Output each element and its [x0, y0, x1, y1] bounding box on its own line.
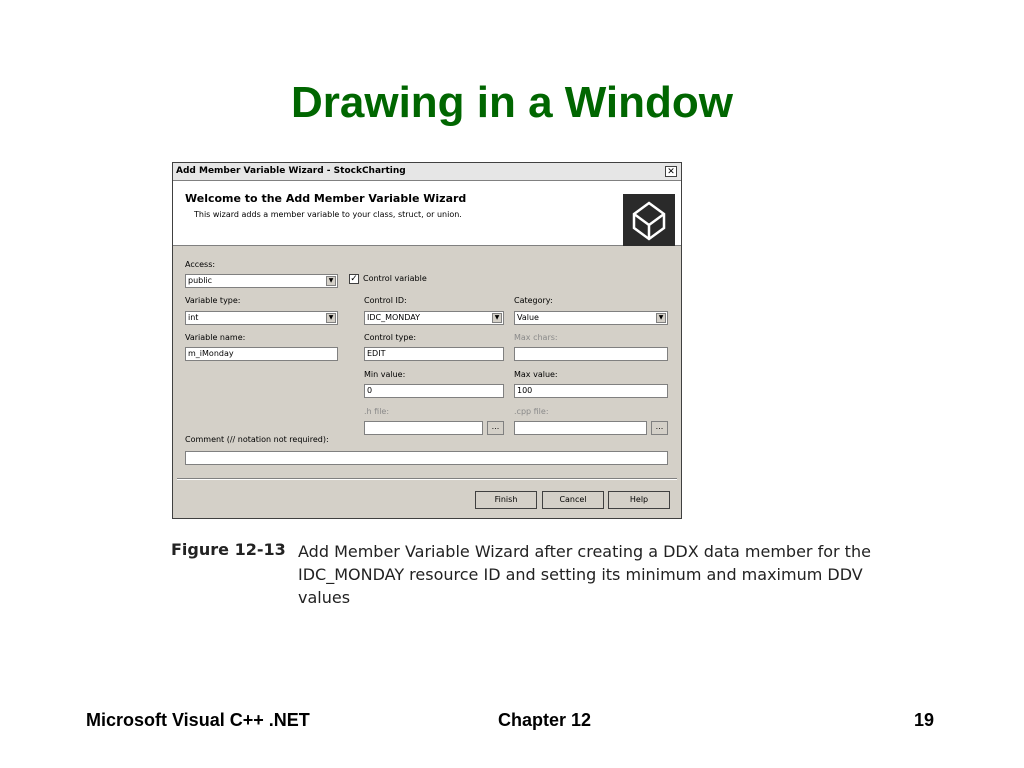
max-chars-label: Max chars: [514, 333, 558, 342]
figure-caption: Add Member Variable Wizard after creating a DDX data member for the IDC_MONDAY resource ID and setting its minimum and maximum DDV values [298, 542, 871, 607]
control-id-value: IDC_MONDAY [367, 313, 421, 322]
footer-chapter: Chapter 12 [498, 710, 592, 730]
control-id-label: Control ID: [364, 296, 407, 305]
max-value-input[interactable]: 100 [514, 384, 668, 398]
chevron-down-icon[interactable]: ▼ [492, 313, 502, 323]
min-value-input[interactable]: 0 [364, 384, 504, 398]
chevron-down-icon[interactable]: ▼ [326, 313, 336, 323]
slide-title: Drawing in a Window [290, 78, 734, 127]
cpp-file-input[interactable] [514, 421, 647, 435]
control-variable-label: Control variable [363, 274, 427, 283]
category-value: Value [517, 313, 539, 322]
dialog-titlebar [173, 163, 681, 181]
cpp-file-label: .cpp file: [514, 407, 549, 416]
control-id-select[interactable] [364, 311, 504, 325]
add-member-variable-dialog [172, 162, 682, 519]
control-type-label: Control type: [364, 333, 417, 342]
cancel-button[interactable]: Cancel [542, 491, 604, 509]
max-chars-input[interactable] [514, 347, 668, 361]
wizard-header-subtitle: This wizard adds a member variable to your class, struct, or union. [194, 210, 462, 219]
finish-button[interactable]: Finish [475, 491, 537, 509]
h-file-input[interactable] [364, 421, 483, 435]
comment-label: Comment (// notation not required): [185, 435, 329, 444]
dialog-title: Add Member Variable Wizard - StockCharting [176, 166, 406, 176]
button-separator [177, 478, 677, 480]
min-value-label: Min value: [364, 370, 406, 379]
chevron-down-icon[interactable]: ▼ [656, 313, 666, 323]
close-button[interactable]: ✕ [665, 166, 677, 177]
variable-name-label: Variable name: [185, 333, 246, 342]
footer-page-number: 19 [914, 710, 935, 730]
footer-course: Microsoft Visual C++ .NET [86, 710, 310, 730]
wizard-cube-icon [623, 194, 675, 246]
control-variable-checkbox[interactable]: ✓ [350, 274, 358, 284]
help-button[interactable]: Help [608, 491, 670, 509]
chevron-down-icon[interactable]: ▼ [326, 276, 336, 286]
comment-input[interactable] [185, 451, 668, 465]
access-select[interactable] [185, 274, 338, 288]
wizard-header-title: Welcome to the Add Member Variable Wizard [185, 192, 467, 205]
h-file-label: .h file: [364, 407, 390, 416]
category-label: Category: [514, 296, 553, 305]
control-type-input[interactable]: EDIT [364, 347, 504, 361]
figure-label: Figure 12-13 [171, 540, 286, 559]
category-select[interactable] [514, 311, 668, 325]
variable-name-input[interactable]: m_iMonday [185, 347, 338, 361]
cpp-file-browse-button[interactable]: ... [651, 421, 668, 435]
variable-type-label: Variable type: [185, 296, 241, 305]
variable-type-select[interactable] [185, 311, 338, 325]
variable-type-value: int [188, 313, 199, 322]
access-label: Access: [185, 260, 216, 269]
max-value-label: Max value: [514, 370, 558, 379]
h-file-browse-button[interactable]: ... [487, 421, 504, 435]
wizard-header [173, 181, 681, 246]
access-value: public [188, 276, 213, 285]
